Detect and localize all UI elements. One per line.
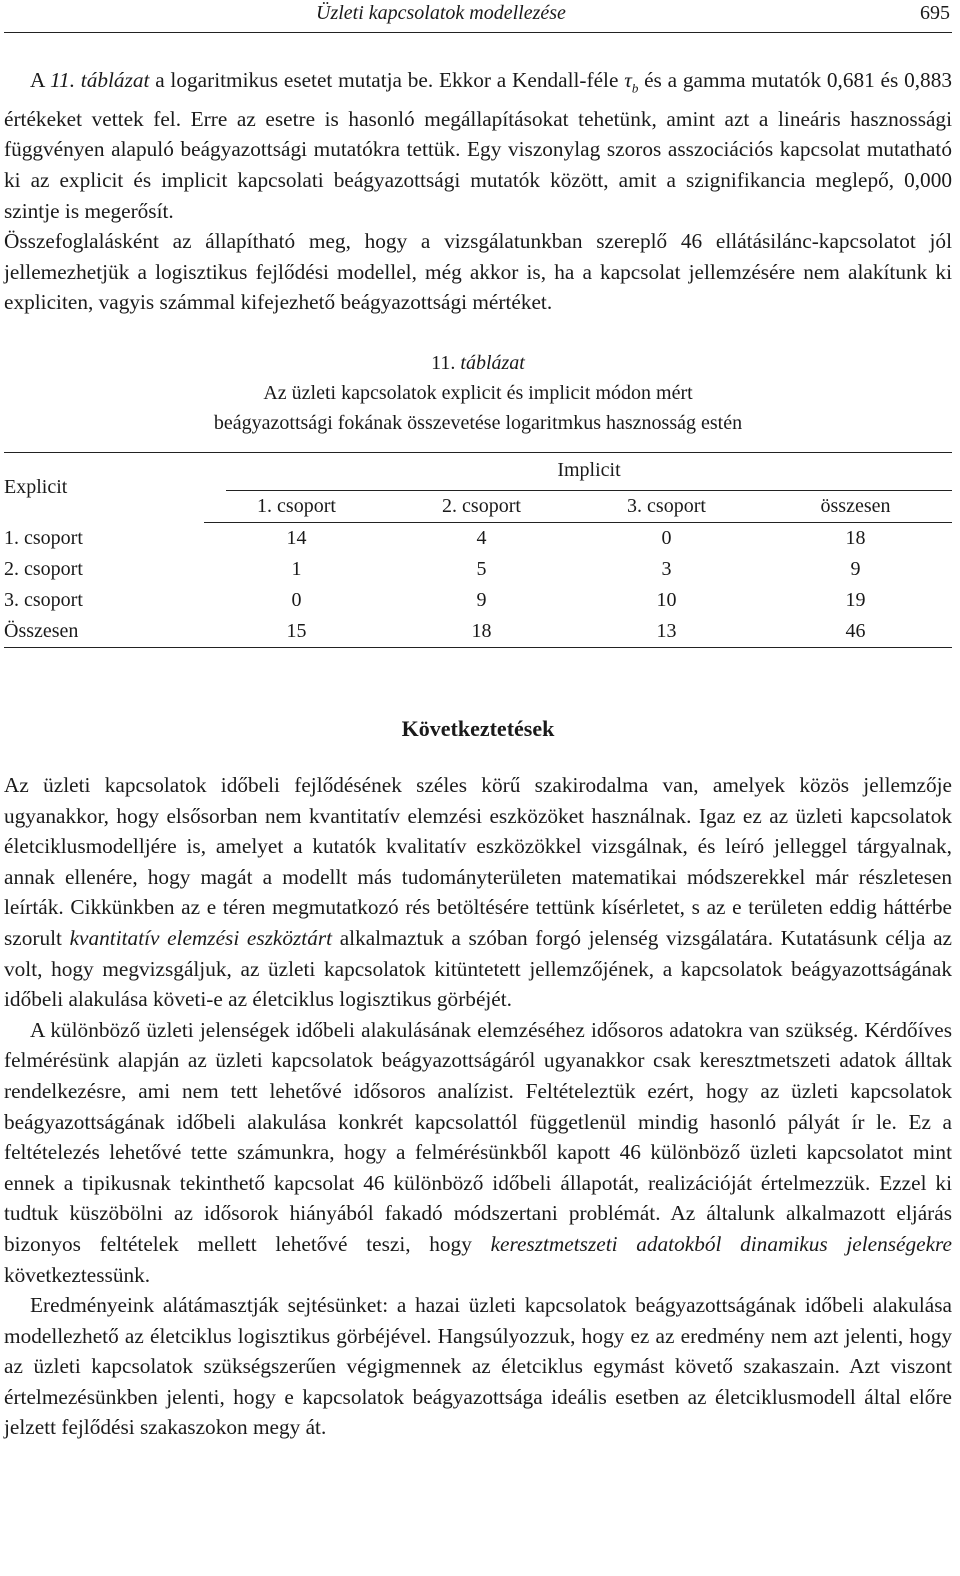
p2-text-b: következtessünk.: [4, 1262, 151, 1287]
data-table: [4, 452, 952, 648]
table-cell: 18: [389, 616, 574, 648]
table-row: [4, 616, 952, 648]
intro-text-1: A: [30, 68, 50, 92]
p1-text-b: alkalmaztuk a szóban forgó jelenség vizsgálatára. Kutatásunk célja az volt, hogy megvizsgáljuk, az üzleti kapcsolatok kitüntetett jellemzőjének, a kapcsolatok beágyazottságának időbeli alakulása követi-e az életciklus logisztikus görbéjét.: [4, 925, 952, 1012]
column-header: 2. csoport: [389, 491, 574, 523]
table-cell: 9: [850, 558, 861, 580]
tau-symbol: τ: [624, 68, 632, 92]
row-label: 3. csoport: [4, 589, 83, 611]
row-label: 1. csoport: [4, 526, 83, 549]
table-cell: 13: [574, 616, 759, 648]
conclusion-paragraph-3: Eredményeink alátámasztják sejtésünket: a hazai üzleti kapcsolatok beágyazottságának időbeli alakulása modellezhető az életciklus logisztikus görbéjével. Hangsúlyozzuk, hogy ez az eredmény nem azt jelenti, hogy az üzleti kapcsolatok szükségszerűen végigmennek az életciklus egymást követő szakaszain. Azt viszont értelmezésünkben jelenti, hogy e kapcsolatok beágyazottsága ideális esetben az életciklusmodell által előre jelzett fejlődési szakaszokon megy át.: [4, 1293, 952, 1440]
table-caption-line-1: Az üzleti kapcsolatok explicit és implicit módon mért: [263, 382, 693, 404]
row-header-cell: Explicit: [4, 453, 204, 523]
table-cell: 10: [656, 589, 677, 611]
row-label: Összesen: [4, 616, 204, 648]
table-row: [4, 554, 952, 585]
table-cell: 0: [291, 589, 302, 611]
table-cell: 15: [204, 616, 389, 648]
table-cell: 4: [476, 527, 487, 549]
table-caption-number: 11. táblázat: [431, 352, 525, 374]
table-cell: 9: [476, 589, 487, 611]
p1-emphasis: kvantitatív elemzési eszköztárt: [69, 925, 333, 950]
column-header: összesen: [759, 491, 952, 523]
table-cell: 5: [476, 558, 487, 580]
p1-text-a: Az üzleti kapcsolatok időbeli fejlődésének széles körű szakirodalma van, amelyek közös jellemzője ugyanakkor, hogy elsősorban nem kvantitatív elemzési eszközöket használnak. Igaz ez az üzleti kapcsolatok életciklusmodelljére is, amelyet a kutatók kvalitatív eszközökkel vizsgálnak, és leíró jelleggel tárgyalnak, annak ellenére, hogy magát a modellt más tudományterületen matematikai módszerekkel már részletesen leírták. Cikkünkben az e téren megmutatkozó rés betöltésére tettünk kísérletet, s az e területen eddig háttérbe szorult: [4, 773, 952, 950]
section-heading: Következtetések: [401, 716, 555, 741]
table-cell: 14: [286, 527, 307, 549]
table-cell: 46: [759, 616, 952, 648]
table-caption: [4, 348, 952, 438]
col-group-label: Implicit: [226, 453, 952, 491]
page: [4, 0, 952, 1443]
table-row: [4, 523, 952, 555]
column-header: 3. csoport: [574, 491, 759, 523]
page-number: 695: [920, 2, 950, 24]
summary-paragraph: Összefoglalásként az állapítható meg, hogy a vizsgálatunkban szereplő 46 ellátásilánc-kapcsolatot jól jellemezhetjük a logisztikus fejlődési modellel, még akkor is, ha a kapcsolat jellemzésére nem alakítunk ki expliciten, vagyis számmal kifejezhető beágyazottsági mértéket.: [4, 229, 952, 315]
p2-text-a: A különböző üzleti jelenségek időbeli alakulásának elemzéséhez idősoros adatokra van szükség. Kérdőíves felmérésünk alapján az üzleti kapcsolatok beágyazottságáról ugyanakkor csak keresztmetszeti adatok álltak rendelkezésre, ami nem tett lehetővé idősoros analízist. Feltételeztük ezért, hogy az üzleti kapcsolatok beágyazottságának időbeli alakulása konkrét kapcsolattól függetlenül mindig hasonló pályát ír le. Ez a feltételezés lehetővé tette számunkra, hogy a felmérésünkből kapott 46 különböző üzleti kapcsolatot mint ennek a tipikusnak tekinthető kapcsolat 46 különböző időbeli állapotát, realizációját értelmezzük. Ezzel ki tudtuk küszöbölni az idősorok hiányából fakadó módszertani problémát. Az általunk alkalmazott eljárás bizonyos feltételek mellett lehetővé teszi, hogy: [4, 1017, 952, 1256]
table-cell: 1: [291, 558, 302, 580]
conclusion-paragraph-1: [4, 770, 952, 1015]
table-cell: 3: [661, 558, 672, 580]
table-reference: 11. táblázat: [49, 68, 150, 92]
intro-text-2: a logaritmikus esetet mutatja be. Ekkor a Kendall-féle: [149, 68, 625, 92]
table-row: [4, 585, 952, 616]
column-header: 1. csoport: [204, 491, 389, 523]
table-caption-line-2: beágyazottsági fokának összevetése logaritmkus hasznosság estén: [213, 412, 743, 434]
row-label: 2. csoport: [4, 558, 83, 580]
p2-emphasis: keresztmetszeti adatokból dinamikus jelenségekre: [490, 1231, 952, 1256]
tau-subscript: b: [631, 80, 639, 96]
running-title: Üzleti kapcsolatok modellezése: [316, 2, 566, 24]
intro-text-3: és a gamma mutatók 0,681 és 0,883 értékeket vettek fel. Erre az esetre is hasonló megállapításokat tehetünk, amint azt a lineáris hasznossági függvényen alapuló beágyazottsági mutatókra tettük. Egy viszonylag szoros asszociációs kapcsolat mutatható ki az explicit és implicit kapcsolati beágyazottsági mutatók között, amit a szignifikancia meglepő, 0,000 szintje is megerősít.: [4, 68, 952, 223]
table-cell: 19: [845, 589, 866, 611]
intro-paragraph: [4, 65, 952, 226]
col-group-header: [204, 453, 952, 492]
table-cell: 0: [661, 527, 672, 549]
table-cell: 18: [845, 527, 866, 549]
conclusion-paragraph-2: [4, 1015, 952, 1290]
running-header: [4, 0, 952, 33]
